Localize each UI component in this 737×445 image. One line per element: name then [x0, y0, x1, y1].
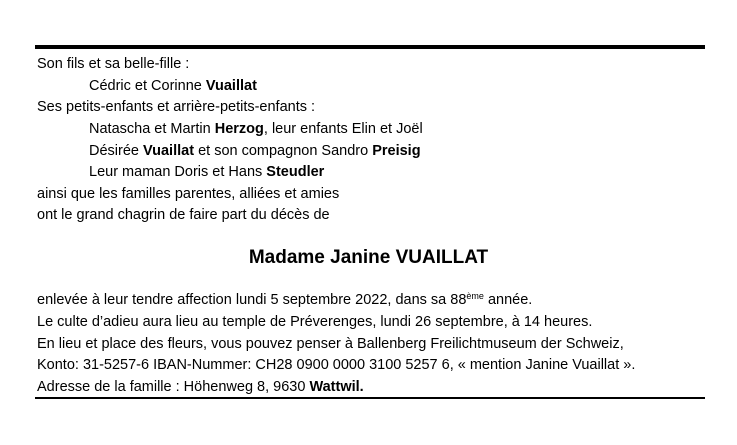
body-line: Konto: 31-5257-6 IBAN-Nummer: CH28 0900 0000 3100 5257 6, « mention Janine Vuaillat ». — [37, 357, 636, 373]
notice-line: Désirée Vuaillat et son compagnon Sandro Preisig — [89, 143, 421, 159]
body-line: enlevée à leur tendre affection lundi 5 septembre 2022, dans sa 88ème année. — [37, 291, 533, 308]
body-line: Le culte d’adieu aura lieu au temple de Préverenges, lundi 26 septembre, à 14 heures. — [37, 314, 593, 330]
notice-line: Cédric et Corinne Vuaillat — [89, 78, 257, 94]
body-line: Adresse de la famille : Höhenweg 8, 9630 Wattwil. — [37, 379, 364, 395]
notice-line: Son fils et sa belle-fille : — [37, 56, 190, 72]
notice-line: ont le grand chagrin de faire part du décès de — [37, 207, 330, 223]
notice-line: ainsi que les familles parentes, alliées et amies — [37, 186, 340, 202]
top-rule — [35, 45, 705, 49]
bottom-rule — [35, 397, 705, 399]
notice-line: Ses petits-enfants et arrière-petits-enfants : — [37, 99, 316, 115]
notice-line: Leur maman Doris et Hans Steudler — [89, 164, 325, 180]
deceased-name-title: Madame Janine VUAILLAT — [248, 247, 489, 268]
body-line: En lieu et place des fleurs, vous pouvez penser à Ballenberg Freilichtmuseum der Schweiz, — [37, 336, 624, 352]
notice-line: Natascha et Martin Herzog, leur enfants Elin et Joël — [89, 121, 423, 137]
